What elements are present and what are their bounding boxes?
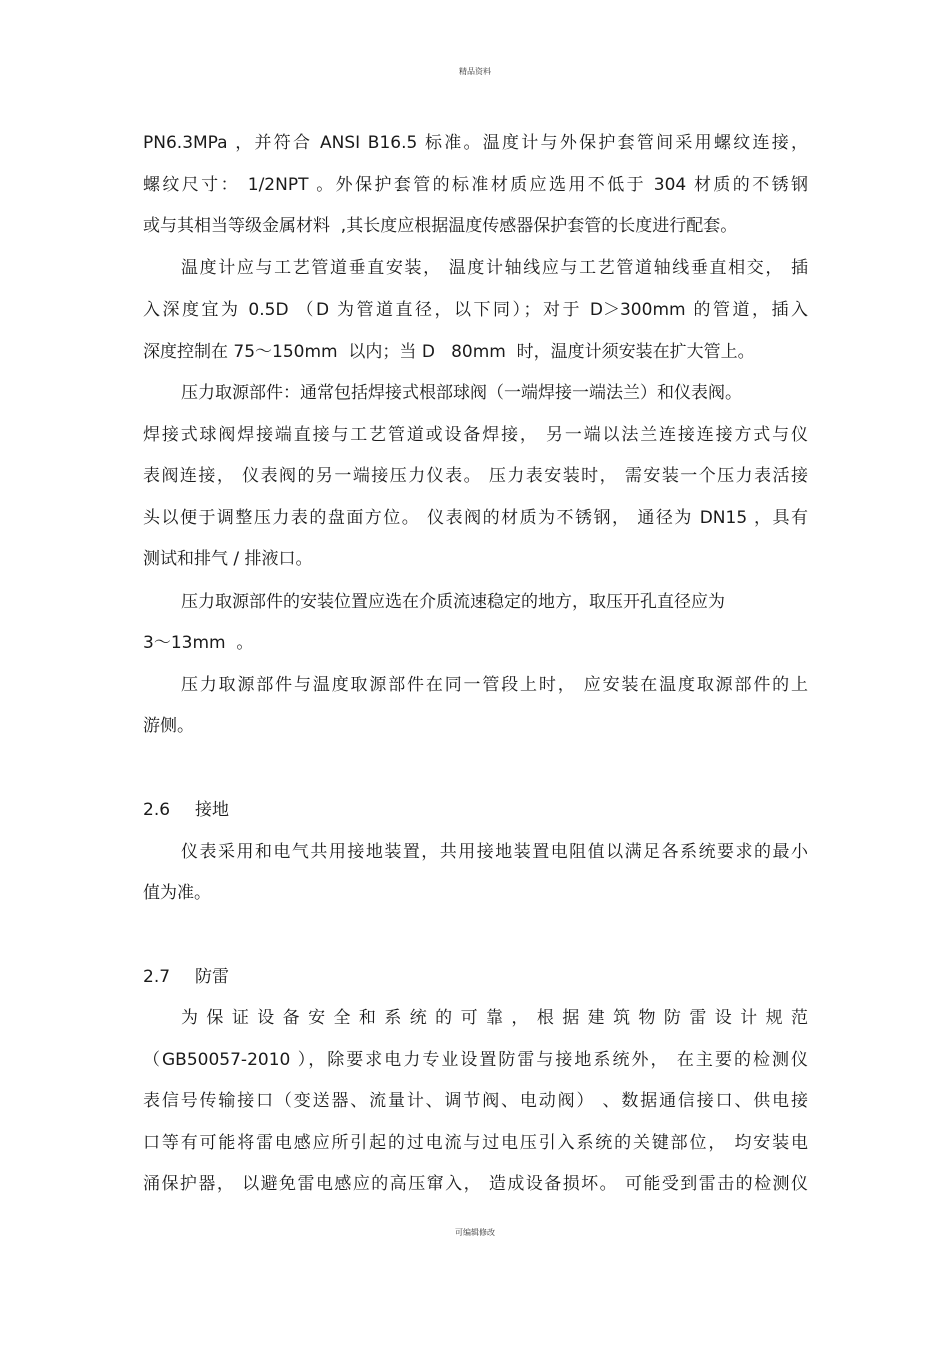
- section-number: 2.6: [143, 800, 171, 820]
- paragraph-line: 温度计应与工艺管道垂直安装， 温度计轴线应与工艺管道轴线垂直相交， 插: [181, 258, 808, 278]
- paragraph-line: 表阀连接， 仪表阀的另一端接压力仪表。 压力表安装时， 需安装一个压力表活接: [143, 466, 808, 486]
- paragraph-line: 头以便于调整压力表的盘面方位。 仪表阀的材质为不锈钢， 通径为 DN15 ，具有: [143, 508, 808, 528]
- paragraph-line: 3～13mm 。: [143, 633, 254, 653]
- section-title: 接地: [195, 800, 229, 820]
- paragraph-line: 仪表采用和电气共用接地装置，共用接地装置电阻值以满足各系统要求的最小: [181, 842, 808, 862]
- paragraph-line: （GB50057-2010 ），除要求电力专业设置防雷与接地系统外， 在主要的检测仪: [143, 1050, 808, 1070]
- paragraph-line: 压力取源部件：通常包括焊接式根部球阀（一端焊接一端法兰）和仪表阀。: [181, 383, 742, 403]
- paragraph-line: 口等有可能将雷电感应所引起的过电流与过电压引入系统的关键部位， 均安装电: [143, 1133, 808, 1153]
- paragraph-line: 或与其相当等级金属材料 ,其长度应根据温度传感器保护套管的长度进行配套。: [143, 216, 738, 236]
- paragraph-line: 涌保护器， 以避免雷电感应的高压窜入， 造成设备损坏。 可能受到雷击的检测仪: [143, 1174, 808, 1194]
- paragraph-line: 游侧。: [143, 716, 194, 736]
- paragraph-line: 深度控制在 75～150mm 以内；当 D 80mm 时，温度计须安装在扩大管上。: [143, 342, 755, 362]
- section-title: 防雷: [195, 967, 229, 987]
- paragraph-line: 为 保 证 设 备 安 全 和 系 统 的 可 靠 ， 根 据 建 筑 物 防 雷 设 计 规 范: [181, 1008, 808, 1028]
- paragraph-line: 压力取源部件的安装位置应选在介质流速稳定的地方，取压开孔直径应为: [181, 592, 725, 612]
- paragraph-line: 值为准。: [143, 883, 211, 903]
- section-heading-lightning: [143, 965, 229, 989]
- paragraph-line: PN6.3MPa ，并符合 ANSI B16.5 标准。温度计与外保护套管间采用螺纹连接，: [143, 133, 808, 153]
- paragraph-line: 压力取源部件与温度取源部件在同一管段上时， 应安装在温度取源部件的上: [181, 675, 808, 695]
- paragraph-line: 表信号传输接口（变送器、流量计、调节阀、电动阀） 、数据通信接口、供电接: [143, 1091, 808, 1111]
- paragraph-line: 入深度宜为 0.5D （D 为管道直径，以下同）；对于 D＞300mm 的管道，插入: [143, 300, 808, 320]
- page-header: 精品资料: [459, 67, 491, 76]
- paragraph-line: 螺纹尺寸： 1/2NPT 。外保护套管的标准材质应选用不低于 304 材质的不锈钢: [143, 175, 808, 195]
- section-number: 2.7: [143, 967, 171, 987]
- paragraph-line: 焊接式球阀焊接端直接与工艺管道或设备焊接， 另一端以法兰连接连接方式与仪: [143, 425, 808, 445]
- paragraph-line: 测试和排气 / 排液口。: [143, 549, 313, 569]
- section-heading-grounding: [143, 798, 229, 822]
- page-footer: 可编辑修改: [455, 1228, 495, 1237]
